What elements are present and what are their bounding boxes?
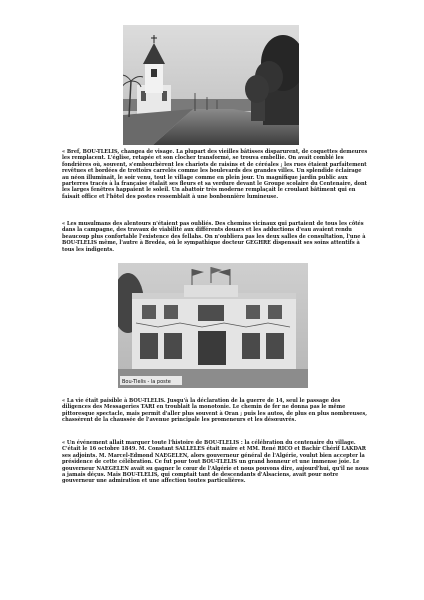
church-photo <box>123 25 299 145</box>
post-office-caption: Bou-Tlelis - la poste <box>122 379 171 385</box>
paragraph-muslims-surroundings: « Les musulmans des alentours n'étaient pas oubliés. Des chemins vicinaux qui partaient de tous les côtés dans la campagne, des travaux de viabilité aux différents douars et les adductions d'eau avaient rendu beaucoup plus confortable l'existence des fellahs. On n'oubliera pas les deux salles de consultation, l'une à BOU-TLELIS même, l'autre à Bredéa, où le sympathique docteur GEGHRE dispensait ses soins attentifs à tous les indigents. <box>62 221 366 253</box>
paragraph-peaceful-life: « La vie était paisible à BOU-TLELIS. Jusqu'à la déclaration de la guerre de 14, seul le passage des diligences des Messageries TARI en troublait la monotonie. Le chemin de fer ne donna pas le même pittoresque spectacle, mais permit d'aller plus souvent à Oran ; puis les autos, de plus en plus nombreuses, chassèrent de la chaussée de l'avenue principale les promeneurs et les désœuvrés. <box>62 398 367 424</box>
church-photo-image <box>123 25 299 145</box>
post-office-photo <box>118 263 308 388</box>
paragraph-centenary: « Un événement allait marquer toute l'histoire de BOU-TLELIS : la célébration du centenaire du village. C'était le 16 octobre 1849. M. Constant SALLELES était maire et MM. René RICO et Bachir Chérif LAKDAR ses adjoints. M. Marcel-Edmond NAEGELEN, alors gouverneur général de l'Algérie, voulut bien accepter la présidence de cette célébration. Ce fut pour tout BOU-TLELIS un grand honneur et une immense joie. Le gouverneur NAEGELEN avait su gagner le cœur de l'Algérie et nous pouvons dire, aujourd'hui, qu'il ne nous a jamais déçus. Mais BOU-TLELIS, qui comptait tant de descendants d'Alsaciens, avait pour notre gouverneur une admiration et une affection toutes particulières. <box>62 440 369 485</box>
post-office-image <box>118 263 308 388</box>
paragraph-village-transformation: « Bref, BOU-TLELIS, changea de visage. La plupart des vieilles bâtisses disparurent, de coquettes demeures les remplacent. L'église, retapée et son clocher transformé, se trouva embellie. On avait comblé les fondrières où, souvent, s'embourbèrent les chariots de raisins et de céréales ; les rues étaient parfaitement revêtues et bordées de trottoirs carrelés comme les boulevards des grandes villes. Un splendide éclairage au néon illuminait, le soir venu, tout le village comme en plein jour. Un magnifique jardin public aux parterres tracés à la française étalait ses fleurs et sa verdure devant le Groupe scolaire du Centenaire, dont les larges fenêtres happaient le soleil. Un abattoir très moderne remplaçait le croulant bâtiment qui en faisait office et l'hôtel des postes ressemblait à une bonbonnière lumineuse. <box>62 149 368 200</box>
